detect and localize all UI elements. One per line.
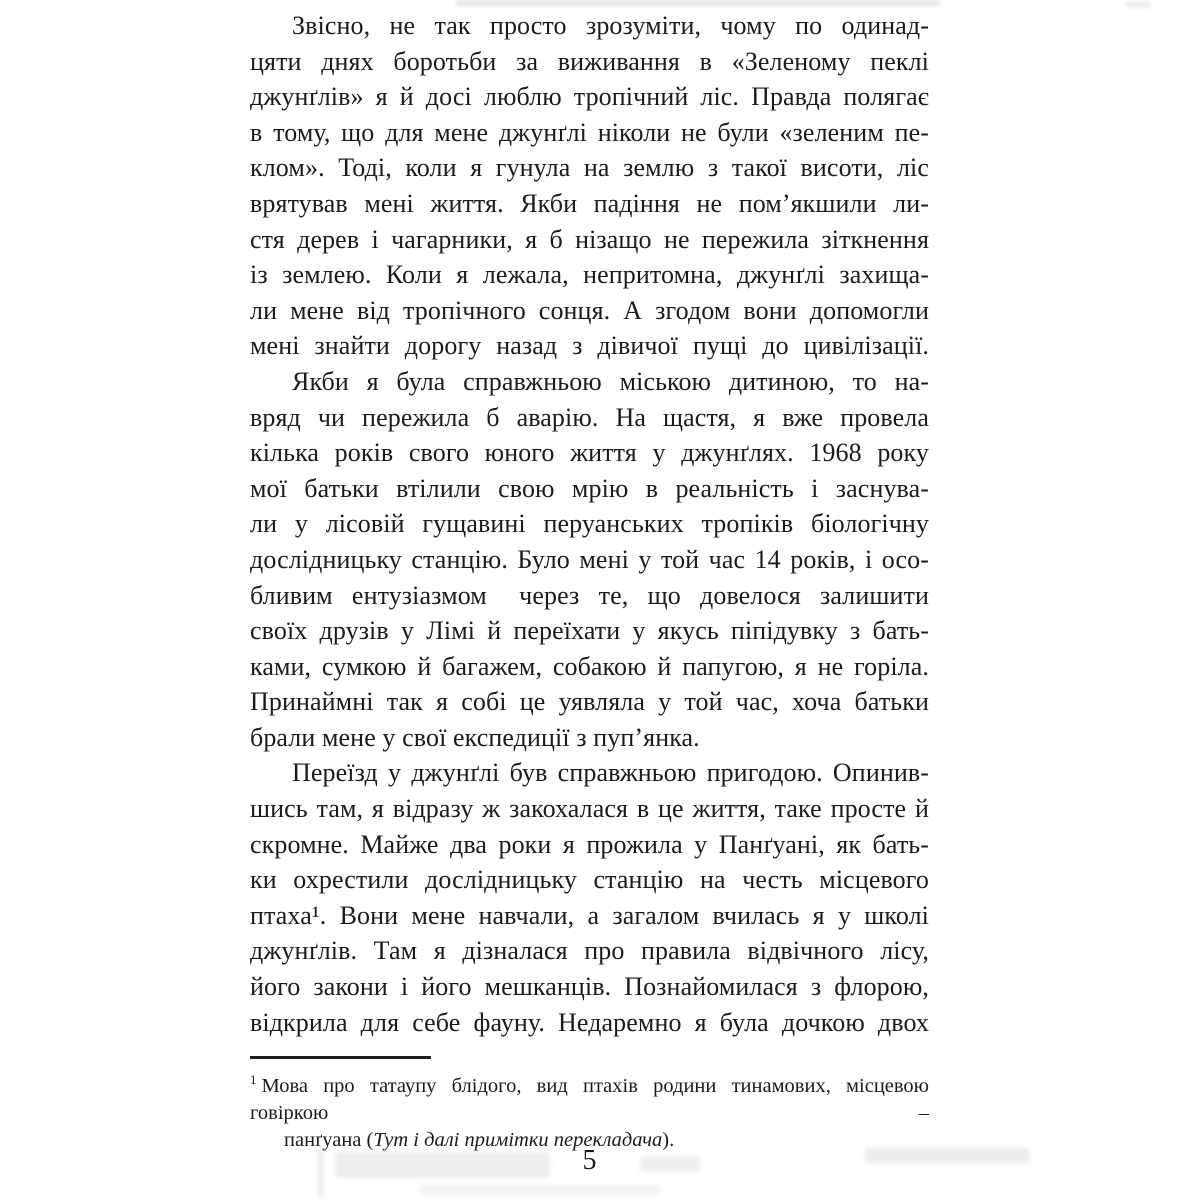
footnote: [250, 1066, 929, 1154]
footnote-rule: [250, 1056, 431, 1059]
text-line: джунґлів. Там я дізналася про правила відвічного лісу,: [250, 936, 929, 966]
text-line: Переїзд у джунґлі був справжньою пригодою. Опинив-: [292, 758, 929, 788]
footnote-text: панґуана (: [284, 1128, 374, 1151]
paragraph: [250, 755, 929, 1040]
text-line: джунґлів» я й досі люблю тропічний ліс. Правда полягає: [250, 82, 929, 112]
text-line: відкрила для себе фауну. Недаремно я була дочкою двох: [250, 1007, 929, 1037]
footnote-text: Мова про татаупу блідого, вид птахів родини тинамових, місцевою говіркою –: [250, 1074, 929, 1124]
text-line: вряд чи пережила б аварію. На щастя, я вже провела: [250, 402, 929, 432]
text-line: із землею. Коли я лежала, непритомна, джунґлі захища-: [250, 260, 929, 290]
text-line: ли у лісовій гущавині перуанських тропіків біологічну: [250, 509, 929, 539]
text-line: Якби я була справжньою міською дитиною, то на-: [292, 366, 929, 396]
footnote-line-1: [250, 1066, 929, 1127]
page-number: 5: [582, 1145, 597, 1176]
text-line: в тому, що для мене джунґлі ніколи не були «зеленим пе-: [250, 117, 929, 147]
text-line: ли мене від тропічного сонця. А згодом вони допомогли: [250, 295, 929, 325]
text-line: Принаймні так я собі це уявляла у той час, хоча батьки: [250, 687, 929, 717]
text-line: бливим ентузіазмом через те, що довелося залишити: [250, 580, 929, 610]
text-line: цяти днях боротьби за виживання в «Зеленому пеклі: [250, 46, 929, 76]
text-line: ками, сумкою й багажем, собакою й папугою, я не горіла.: [250, 651, 929, 681]
text-line: своїх друзів у Лімі й переїхати у якусь піпідувку з бать-: [250, 616, 929, 646]
text-line: птаха¹. Вони мене навчали, а загалом вчилась я у школі: [250, 900, 929, 930]
footnote-text: ).: [662, 1128, 675, 1151]
text-line: його закони і його мешканців. Познайомилася з флорою,: [250, 972, 929, 1002]
scan-artifact-top: [455, 0, 940, 6]
scan-artifact-top-right: [1125, 2, 1151, 7]
text-line: ки охрестили дослідницьку станцію на честь місцевого: [250, 865, 929, 895]
translator-note: Тут і далі примітки перекладача: [373, 1128, 663, 1151]
text-line: мої батьки втілили свою мрію в реальність і заснува-: [250, 473, 929, 503]
body-text: [250, 8, 929, 1040]
text-line: стя дерев і чагарники, я б нізащо не пережила зіткнення: [250, 224, 929, 254]
scan-artifact-bottom: [420, 1185, 660, 1195]
footnote-marker: 1: [250, 1072, 257, 1087]
text-line: кілька років свого юного життя у джунґлях. 1968 року: [250, 438, 929, 468]
text-line: скромне. Майже два роки я прожила у Панґуані, як бать-: [250, 829, 929, 859]
text-line: дослідницьку станцію. Було мені у той час 14 років, і осо-: [250, 544, 929, 574]
text-line: клом». Тоді, коли я гунула на землю з такої висоти, ліс: [250, 153, 929, 183]
text-line: брали мене у свої експедиції з пуп’янка.: [250, 722, 700, 752]
text-line: врятував мені життя. Якби падіння не пом’якшили ли-: [250, 188, 929, 218]
text-line: шись там, я відразу ж закохалася в це життя, таке просте й: [250, 794, 929, 824]
text-line: мені знайти дорогу назад з дівичої пущі до цивілізації.: [250, 331, 929, 361]
paragraph: [250, 364, 929, 756]
text-line: Звісно, не так просто зрозуміти, чому по одинад-: [292, 11, 929, 40]
paragraph: [250, 8, 929, 364]
